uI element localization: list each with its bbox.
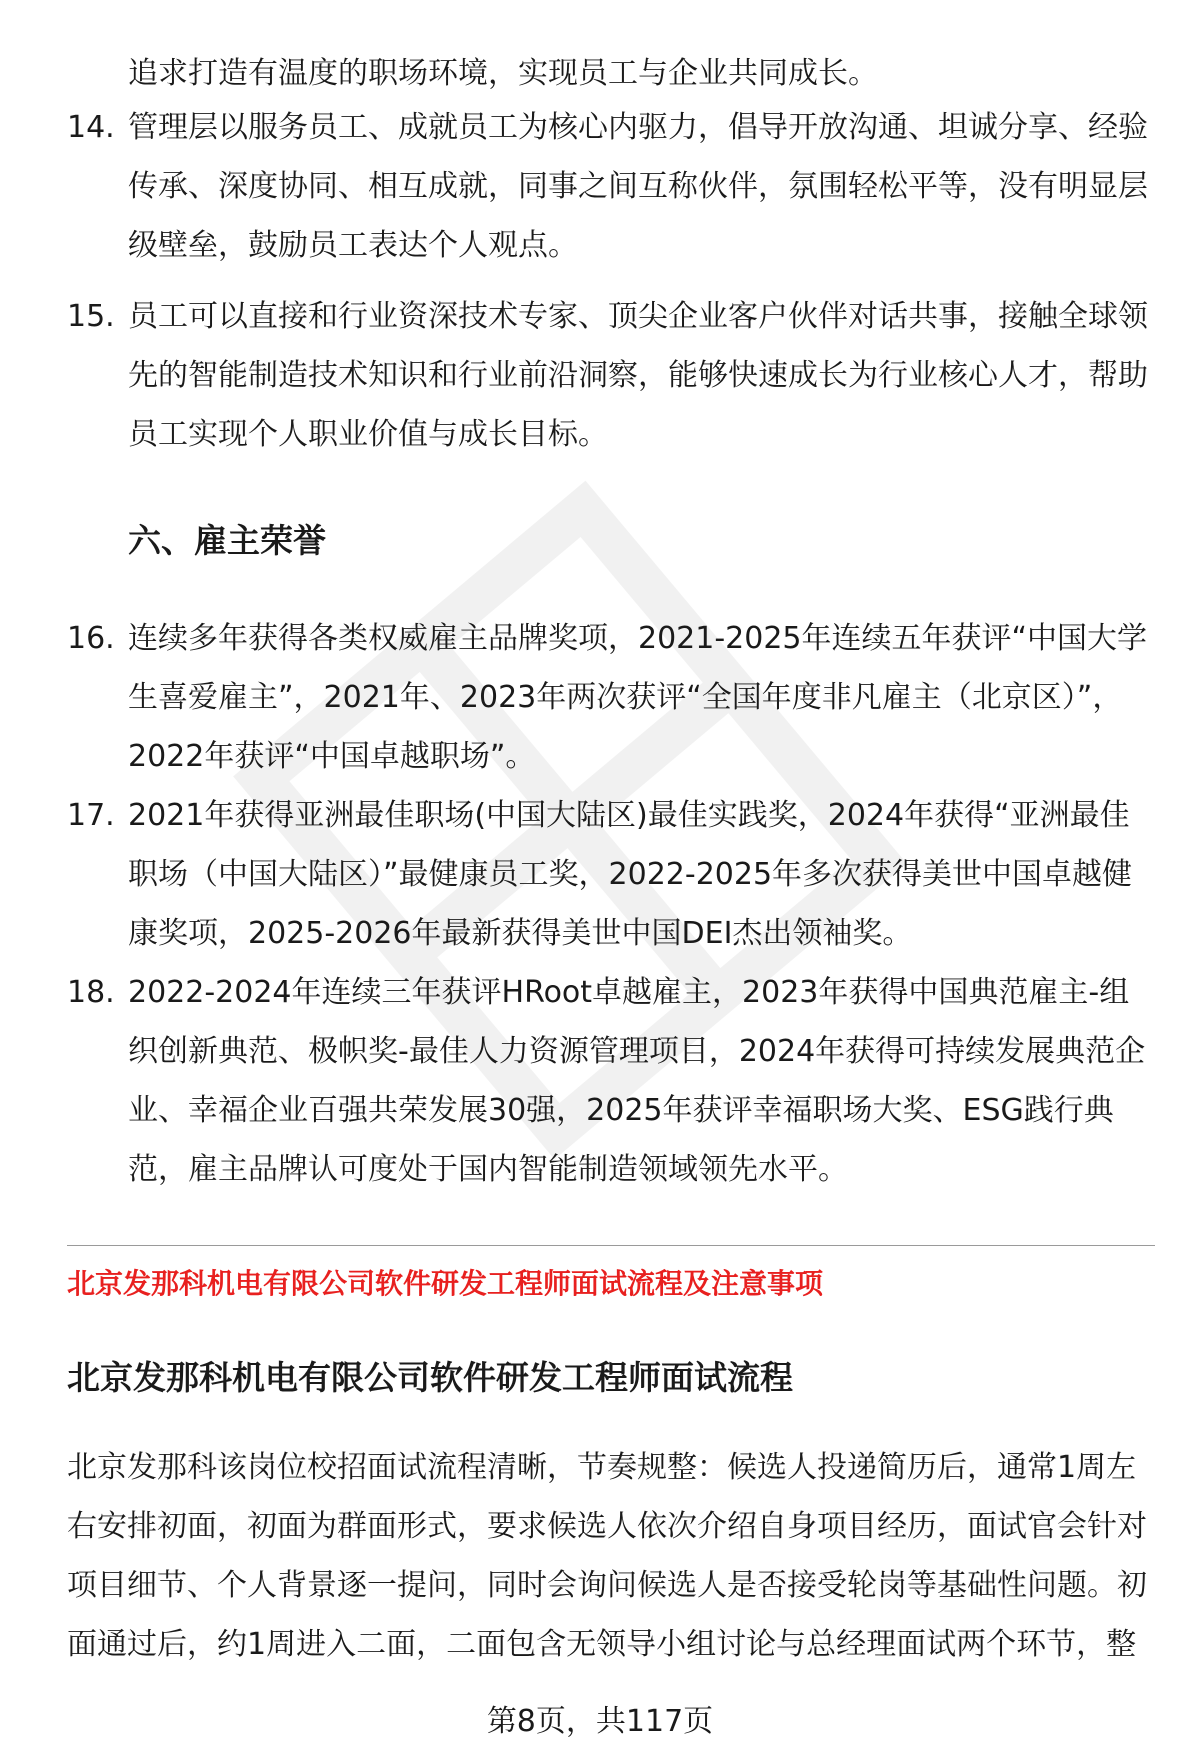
page-footer: 第8页，共117页 [486, 1704, 714, 1739]
item-text: 2022-2024年连续三年获评HRoot卓越雇主，2023年获得中国典范雇主-组织创新典范、极帜奖-最佳人力资源管理项目，2024年获得可持续发展典范企业、幸福企业百强共荣发展30强，2025年获评幸福职场大奖、ESG践行典范，雇主品牌认可度处于国内智能制造领域领先水平。 [128, 975, 1146, 1187]
item-number: 16. [67, 621, 115, 656]
body-paragraph: 北京发那科该岗位校招面试流程清晰，节奏规整：候选人投递简历后，通常1周左右安排初面，初面为群面形式，要求候选人依次介绍自身项目经历，面试官会针对项目细节、个人背景逐一提问，同时会询问候选人是否接受轮岗等基础性问题。初面通过后，约1周进入二面，二面包含无领导小组讨论与总经理面试两个环节，整 [67, 1450, 1147, 1662]
item-text: 管理层以服务员工、成就员工为核心内驱力，倡导开放沟通、坦诚分享、经验传承、深度协同、相互成就，同事之间互称伙伴，氛围轻松平等，没有明显层级壁垒，鼓励员工表达个人观点。 [128, 110, 1148, 263]
item-number: 18. [67, 975, 115, 1010]
list-item-18 [67, 963, 1147, 1199]
intro-line: 追求打造有温度的职场环境，实现员工与企业共同成长。 [128, 56, 878, 91]
section-title: 六、雇主荣誉 [128, 521, 326, 560]
item-number: 14. [67, 110, 115, 145]
divider [67, 1245, 1155, 1246]
list-item-17 [67, 786, 1147, 963]
item-text: 2021年获得亚洲最佳职场(中国大陆区)最佳实践奖，2024年获得“亚洲最佳职场（中国大陆区）”最健康员工奖，2022-2025年多次获得美世中国卓越健康奖项，2025-2026年最新获得美世中国DEI杰出领袖奖。 [128, 798, 1133, 951]
sub-title: 北京发那科机电有限公司软件研发工程师面试流程 [67, 1358, 793, 1397]
item-text: 员工可以直接和行业资深技术专家、顶尖企业客户伙伴对话共事，接触全球领先的智能制造技术知识和行业前沿洞察，能够快速成长为行业核心人才，帮助员工实现个人职业价值与成长目标。 [128, 299, 1148, 452]
list-item-16 [67, 609, 1147, 786]
red-section-title: 北京发那科机电有限公司软件研发工程师面试流程及注意事项 [67, 1267, 824, 1300]
list-item-14 [67, 98, 1147, 275]
list-item-15 [67, 287, 1147, 464]
item-number: 15. [67, 299, 115, 334]
item-number: 17. [67, 798, 115, 833]
item-text: 连续多年获得各类权威雇主品牌奖项，2021-2025年连续五年获评“中国大学生喜爱雇主”，2021年、2023年两次获评“全国年度非凡雇主（北京区）”，2022年获评“中国卓越职场”。 [128, 621, 1148, 774]
